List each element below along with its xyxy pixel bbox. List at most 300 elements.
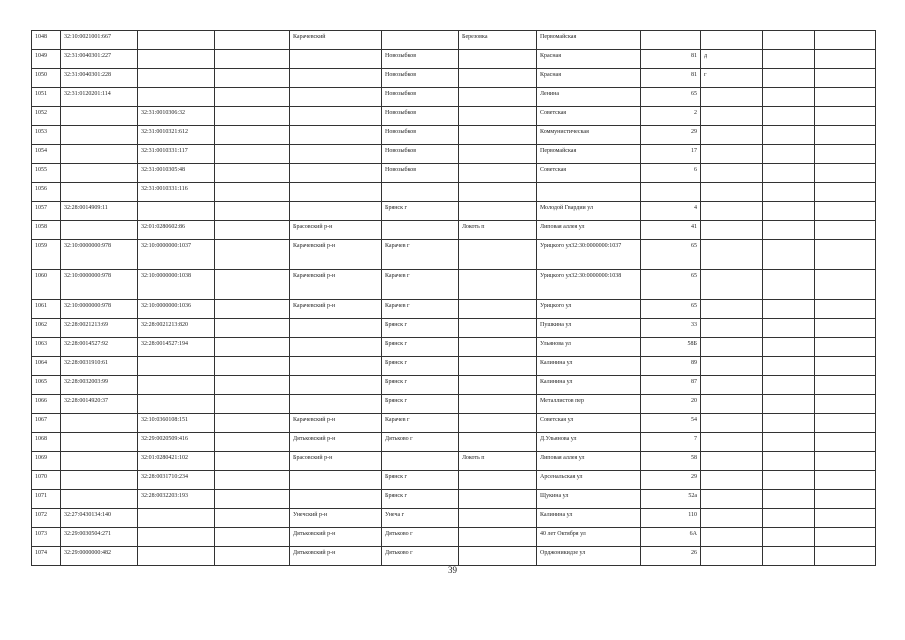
- table-cell: 32:28:0031910:61: [61, 357, 138, 376]
- empty-cell: [815, 164, 876, 183]
- table-cell: Брянск г: [382, 490, 459, 509]
- table-cell: [701, 395, 763, 414]
- table-cell: [215, 31, 290, 50]
- empty-cell: [815, 240, 876, 270]
- empty-cell: [763, 509, 815, 528]
- table-cell: [215, 300, 290, 319]
- table-cell: [382, 221, 459, 240]
- table-cell: 87: [641, 376, 701, 395]
- table-cell: [701, 183, 763, 202]
- table-cell: [459, 300, 537, 319]
- row-number-cell: 1074: [32, 547, 61, 566]
- empty-cell: [815, 221, 876, 240]
- table-cell: Д.Ульянова ул: [537, 433, 641, 452]
- table-cell: [61, 414, 138, 433]
- table-cell: [61, 126, 138, 145]
- table-cell: [641, 31, 701, 50]
- empty-cell: [815, 183, 876, 202]
- table-cell: Новозыбков: [382, 107, 459, 126]
- table-cell: Советская: [537, 164, 641, 183]
- table-cell: 40 лет Октября ул: [537, 528, 641, 547]
- table-cell: Дятьково г: [382, 547, 459, 566]
- table-cell: 110: [641, 509, 701, 528]
- table-cell: Дятьково г: [382, 433, 459, 452]
- table-cell: 65: [641, 270, 701, 300]
- table-cell: 32:28:0014527:92: [61, 338, 138, 357]
- table-cell: [701, 145, 763, 164]
- table-cell: [701, 471, 763, 490]
- table-cell: Дятьковский р-н: [290, 433, 382, 452]
- table-cell: Калинина ул: [537, 376, 641, 395]
- empty-cell: [763, 490, 815, 509]
- table-cell: Молодой Гвардии ул: [537, 202, 641, 221]
- table-cell: Урицкого ул32:30:0000000:1038: [537, 270, 641, 300]
- table-cell: Дятьковский р-н: [290, 528, 382, 547]
- table-cell: [215, 395, 290, 414]
- empty-cell: [763, 69, 815, 88]
- row-number-cell: 1048: [32, 31, 61, 50]
- table-cell: [215, 433, 290, 452]
- table-cell: 20: [641, 395, 701, 414]
- table-cell: Брянск г: [382, 338, 459, 357]
- table-cell: 32:31:0010306:32: [138, 107, 215, 126]
- table-cell: Первомайская: [537, 145, 641, 164]
- table-cell: 17: [641, 145, 701, 164]
- table-cell: Брянск г: [382, 202, 459, 221]
- empty-cell: [763, 395, 815, 414]
- table-cell: 32:28:0032203:193: [138, 490, 215, 509]
- table-row: [32, 164, 876, 183]
- row-number-cell: 1059: [32, 240, 61, 270]
- empty-cell: [763, 319, 815, 338]
- empty-cell: [815, 471, 876, 490]
- table-cell: 32:28:0014920:37: [61, 395, 138, 414]
- table-cell: 32:01:0280421:102: [138, 452, 215, 471]
- table-cell: г: [701, 69, 763, 88]
- table-cell: Брянск г: [382, 395, 459, 414]
- empty-cell: [815, 490, 876, 509]
- table-cell: [701, 414, 763, 433]
- table-cell: [459, 376, 537, 395]
- table-cell: [61, 471, 138, 490]
- table-cell: [459, 357, 537, 376]
- table-cell: [701, 528, 763, 547]
- table-cell: [215, 319, 290, 338]
- table-cell: [459, 107, 537, 126]
- empty-cell: [763, 183, 815, 202]
- table-cell: Красная: [537, 69, 641, 88]
- row-number-cell: 1062: [32, 319, 61, 338]
- table-cell: Орджоникидзе ул: [537, 547, 641, 566]
- table-row: [32, 221, 876, 240]
- table-cell: [290, 88, 382, 107]
- table-cell: [215, 202, 290, 221]
- empty-cell: [815, 31, 876, 50]
- table-row: [32, 414, 876, 433]
- table-cell: [382, 452, 459, 471]
- table-cell: 32:28:0021213:820: [138, 319, 215, 338]
- table-cell: 32:28:0014527:194: [138, 338, 215, 357]
- table-row: [32, 69, 876, 88]
- table-row: [32, 376, 876, 395]
- table-cell: [61, 433, 138, 452]
- table-cell: Ульянова ул: [537, 338, 641, 357]
- table-cell: 29: [641, 471, 701, 490]
- table-cell: [215, 509, 290, 528]
- table-cell: 89: [641, 357, 701, 376]
- table-cell: 32:31:0010331:117: [138, 145, 215, 164]
- table-cell: 32:10:0360108:151: [138, 414, 215, 433]
- table-cell: [701, 107, 763, 126]
- table-cell: [382, 183, 459, 202]
- table-cell: Карачевский: [290, 31, 382, 50]
- table-cell: Брасовский р-н: [290, 452, 382, 471]
- table-cell: д: [701, 50, 763, 69]
- table-cell: Брасовский р-н: [290, 221, 382, 240]
- table-cell: [215, 183, 290, 202]
- empty-cell: [763, 50, 815, 69]
- table-cell: 32:10:0000000:1037: [138, 240, 215, 270]
- table-cell: 2: [641, 107, 701, 126]
- empty-cell: [815, 395, 876, 414]
- row-number-cell: 1071: [32, 490, 61, 509]
- row-number-cell: 1054: [32, 145, 61, 164]
- table-cell: Липовая аллея ул: [537, 221, 641, 240]
- table-cell: [290, 164, 382, 183]
- empty-cell: [815, 357, 876, 376]
- table-cell: Липовая аллея ул: [537, 452, 641, 471]
- table-cell: 32:01:0280602:86: [138, 221, 215, 240]
- table-cell: [61, 221, 138, 240]
- table-cell: [215, 528, 290, 547]
- table-cell: [459, 240, 537, 270]
- empty-cell: [815, 528, 876, 547]
- table-cell: [138, 528, 215, 547]
- table-cell: [215, 69, 290, 88]
- table-cell: [701, 164, 763, 183]
- empty-cell: [763, 471, 815, 490]
- table-cell: [459, 88, 537, 107]
- empty-cell: [763, 221, 815, 240]
- table-cell: Ленина: [537, 88, 641, 107]
- table-cell: [701, 221, 763, 240]
- row-number-cell: 1057: [32, 202, 61, 221]
- table-row: [32, 31, 876, 50]
- row-number-cell: 1064: [32, 357, 61, 376]
- empty-cell: [763, 547, 815, 566]
- table-cell: Калинина ул: [537, 509, 641, 528]
- table-row: [32, 240, 876, 270]
- empty-cell: [815, 145, 876, 164]
- table-cell: 52а: [641, 490, 701, 509]
- table-row: [32, 50, 876, 69]
- table-cell: [701, 490, 763, 509]
- table-cell: [459, 528, 537, 547]
- row-number-cell: 1058: [32, 221, 61, 240]
- table-cell: [215, 357, 290, 376]
- table-cell: [290, 202, 382, 221]
- table-row: [32, 126, 876, 145]
- table-cell: [215, 338, 290, 357]
- table-cell: [215, 107, 290, 126]
- row-number-cell: 1050: [32, 69, 61, 88]
- row-number-cell: 1056: [32, 183, 61, 202]
- row-number-cell: 1053: [32, 126, 61, 145]
- table-cell: [215, 376, 290, 395]
- table-cell: 58: [641, 452, 701, 471]
- table-cell: [459, 471, 537, 490]
- table-cell: Карачевский р-н: [290, 270, 382, 300]
- table-cell: [290, 376, 382, 395]
- row-number-cell: 1070: [32, 471, 61, 490]
- table-cell: 7: [641, 433, 701, 452]
- empty-cell: [815, 338, 876, 357]
- table-cell: [290, 357, 382, 376]
- table-cell: [215, 240, 290, 270]
- table-cell: [138, 202, 215, 221]
- table-row: [32, 338, 876, 357]
- empty-cell: [763, 338, 815, 357]
- table-row: [32, 107, 876, 126]
- table-row: [32, 319, 876, 338]
- table-cell: [215, 221, 290, 240]
- row-number-cell: 1049: [32, 50, 61, 69]
- table-cell: 65: [641, 240, 701, 270]
- table-cell: [382, 31, 459, 50]
- table-cell: [290, 338, 382, 357]
- table-cell: [459, 183, 537, 202]
- table-cell: Коммунистическая: [537, 126, 641, 145]
- table-cell: [701, 376, 763, 395]
- table-cell: [459, 69, 537, 88]
- table-cell: [215, 50, 290, 69]
- table-cell: [215, 452, 290, 471]
- table-cell: Брянск г: [382, 376, 459, 395]
- table-cell: 32:10:0000000:978: [61, 240, 138, 270]
- table-cell: [290, 145, 382, 164]
- table-cell: 32:28:0014909:11: [61, 202, 138, 221]
- table-cell: [701, 300, 763, 319]
- empty-cell: [815, 126, 876, 145]
- row-number-cell: 1061: [32, 300, 61, 319]
- table-cell: 32:10:0000000:1038: [138, 270, 215, 300]
- table-cell: [290, 50, 382, 69]
- table-cell: Советская: [537, 107, 641, 126]
- table-cell: 32:31:0010331:116: [138, 183, 215, 202]
- table-cell: Советская ул: [537, 414, 641, 433]
- table-cell: [138, 88, 215, 107]
- empty-cell: [763, 88, 815, 107]
- table-cell: [290, 319, 382, 338]
- table-cell: 32:10:0000000:1036: [138, 300, 215, 319]
- table-cell: [138, 509, 215, 528]
- empty-cell: [815, 69, 876, 88]
- table-cell: Пушкина ул: [537, 319, 641, 338]
- table-cell: [61, 490, 138, 509]
- table-cell: [138, 547, 215, 566]
- table-cell: Калинина ул: [537, 357, 641, 376]
- table-cell: [701, 452, 763, 471]
- table-cell: [290, 126, 382, 145]
- table-cell: [138, 376, 215, 395]
- empty-cell: [763, 270, 815, 300]
- table-cell: [61, 145, 138, 164]
- page-number: 39: [448, 565, 457, 575]
- table-cell: [459, 433, 537, 452]
- row-number-cell: 1069: [32, 452, 61, 471]
- table-cell: Новозыбков: [382, 145, 459, 164]
- table-cell: 32:31:0120201:114: [61, 88, 138, 107]
- table-cell: [61, 452, 138, 471]
- table-cell: [701, 357, 763, 376]
- table-row: [32, 145, 876, 164]
- table-row: [32, 300, 876, 319]
- empty-cell: [815, 107, 876, 126]
- table-cell: 32:31:0040301:227: [61, 50, 138, 69]
- table-cell: Унечский р-н: [290, 509, 382, 528]
- empty-cell: [815, 433, 876, 452]
- table-cell: Дятьково г: [382, 528, 459, 547]
- empty-cell: [763, 376, 815, 395]
- table-cell: [459, 202, 537, 221]
- table-row: [32, 433, 876, 452]
- table-cell: [215, 145, 290, 164]
- row-number-cell: 1051: [32, 88, 61, 107]
- table-cell: Брянск г: [382, 319, 459, 338]
- registry-table: [31, 30, 876, 566]
- table-cell: [61, 107, 138, 126]
- table-cell: Локоть п: [459, 221, 537, 240]
- table-cell: [701, 126, 763, 145]
- table-cell: 58Б: [641, 338, 701, 357]
- table-row: [32, 270, 876, 300]
- table-cell: 32:10:0000000:978: [61, 270, 138, 300]
- empty-cell: [815, 414, 876, 433]
- table-cell: 32:10:0000000:978: [61, 300, 138, 319]
- table-cell: [701, 202, 763, 221]
- table-cell: 54: [641, 414, 701, 433]
- table-cell: [701, 88, 763, 107]
- table-cell: [701, 547, 763, 566]
- table-cell: Новозыбков: [382, 50, 459, 69]
- table-cell: 6: [641, 164, 701, 183]
- table-cell: [459, 126, 537, 145]
- table-row: [32, 509, 876, 528]
- row-number-cell: 1068: [32, 433, 61, 452]
- table-cell: Унеча г: [382, 509, 459, 528]
- table-row: [32, 547, 876, 566]
- table-cell: Карачевский р-н: [290, 300, 382, 319]
- table-cell: Первомайская: [537, 31, 641, 50]
- table-cell: Новозыбков: [382, 88, 459, 107]
- table-cell: [459, 270, 537, 300]
- empty-cell: [763, 202, 815, 221]
- table-row: [32, 202, 876, 221]
- table-cell: Урицкого ул: [537, 300, 641, 319]
- table-cell: Дятьковский р-н: [290, 547, 382, 566]
- table-cell: [215, 490, 290, 509]
- row-number-cell: 1072: [32, 509, 61, 528]
- empty-cell: [815, 50, 876, 69]
- table-cell: 33: [641, 319, 701, 338]
- table-cell: [701, 509, 763, 528]
- table-row: [32, 395, 876, 414]
- table-cell: 32:28:0021213:69: [61, 319, 138, 338]
- table-cell: 32:28:0032003:99: [61, 376, 138, 395]
- table-cell: Новозыбков: [382, 164, 459, 183]
- table-cell: Карачевский р-н: [290, 240, 382, 270]
- table-cell: [459, 395, 537, 414]
- table-cell: 41: [641, 221, 701, 240]
- table-cell: [215, 414, 290, 433]
- table-cell: [138, 395, 215, 414]
- table-cell: 32:29:0000000:482: [61, 547, 138, 566]
- table-cell: 81: [641, 50, 701, 69]
- empty-cell: [815, 376, 876, 395]
- table-cell: [459, 319, 537, 338]
- empty-cell: [763, 145, 815, 164]
- empty-cell: [763, 452, 815, 471]
- table-cell: [215, 270, 290, 300]
- table-cell: Карачевский р-н: [290, 414, 382, 433]
- row-number-cell: 1052: [32, 107, 61, 126]
- table-cell: 65: [641, 300, 701, 319]
- table-cell: 81: [641, 69, 701, 88]
- empty-cell: [763, 31, 815, 50]
- table-cell: [701, 338, 763, 357]
- table-cell: [701, 270, 763, 300]
- empty-cell: [763, 107, 815, 126]
- table-cell: 32:31:0040301:228: [61, 69, 138, 88]
- table-cell: Брянск г: [382, 471, 459, 490]
- table-cell: Карачев г: [382, 300, 459, 319]
- table-cell: 32:29:0030504:271: [61, 528, 138, 547]
- empty-cell: [815, 300, 876, 319]
- empty-cell: [815, 509, 876, 528]
- table-cell: Карачев г: [382, 270, 459, 300]
- table-cell: Арсенальская ул: [537, 471, 641, 490]
- table-cell: [701, 31, 763, 50]
- row-number-cell: 1065: [32, 376, 61, 395]
- table-cell: [459, 414, 537, 433]
- table-cell: [701, 433, 763, 452]
- table-cell: Металлистов пер: [537, 395, 641, 414]
- empty-cell: [815, 547, 876, 566]
- empty-cell: [763, 414, 815, 433]
- table-row: [32, 183, 876, 202]
- empty-cell: [815, 202, 876, 221]
- table-cell: Новозыбков: [382, 69, 459, 88]
- table-cell: Локоть п: [459, 452, 537, 471]
- table-cell: 26: [641, 547, 701, 566]
- empty-cell: [763, 164, 815, 183]
- table-cell: [290, 490, 382, 509]
- table-cell: [138, 50, 215, 69]
- table-cell: [459, 164, 537, 183]
- table-row: [32, 88, 876, 107]
- table-cell: [138, 31, 215, 50]
- table-cell: [701, 319, 763, 338]
- table-row: [32, 452, 876, 471]
- table-cell: [61, 164, 138, 183]
- table-cell: [459, 338, 537, 357]
- empty-cell: [763, 300, 815, 319]
- table-cell: Урицкого ул32:30:0000000:1037: [537, 240, 641, 270]
- empty-cell: [763, 126, 815, 145]
- empty-cell: [815, 270, 876, 300]
- table-cell: [215, 126, 290, 145]
- empty-cell: [815, 452, 876, 471]
